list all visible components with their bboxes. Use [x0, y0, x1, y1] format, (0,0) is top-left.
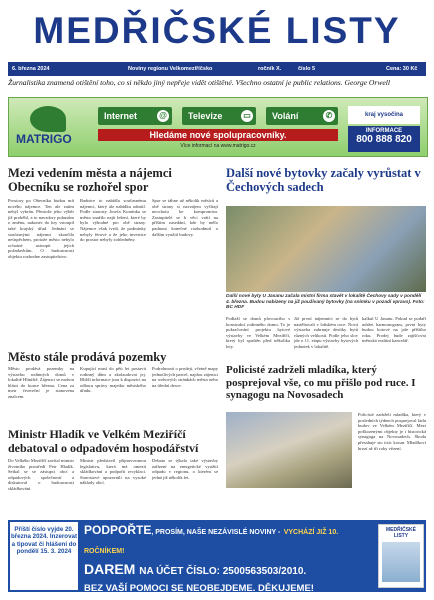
- article-obecnik-col3: Spor se táhne už několik měsíců a obě strany si navzájem vyčítají neochotu ke kompromisu. Zastupitelé se k věci vrátí na příštím zasedání, kde by mělo padnout konečné rozhodnutí o dalším využití budovy.: [152, 198, 218, 237]
- article-obecnik-col1: Prostory po Obecníku budou mít nového nájemce. Ten ale zatím nebyl vybrán. Přestože jeho výběr již proběhl, a to navzdory pokusům o změnu, nakonec do hry vstoupil také krajský úřad. Jednání se současnými nájemci skončila neúspěchem, protože město nebylo ochotné ustoupit jejich požadavkům. O budoucnosti objektu rozhodne zastupitelstvo.: [8, 198, 74, 259]
- article-pozemky-title[interactable]: Město stále prodává pozemky: [8, 350, 167, 364]
- volume: ročník X.: [258, 66, 282, 72]
- issue-date: 6. března 2024: [12, 66, 50, 72]
- tv-icon: ▭: [241, 110, 253, 122]
- photo-caption: Další nové byty U Jasanu začala místní firma stavět v lokalitě Čechovy sady v pondělí 4. března. Budou nabízeny na již používaný bytovky (na snímku v pozadí vpravo). Foto: BC HDF: [226, 294, 425, 311]
- service-tv[interactable]: Televize ▭: [182, 107, 256, 125]
- cover-image: [382, 542, 420, 582]
- article-policie-text: Policisté zadrželi mladíka, který v posledních týdnech posprejoval řadu budov ve Velkém Meziříčí. Mezi poškozenými objekty je i historická synagoga na Novosadech. Škoda přesahuje sto tisíc korun. Mladíkovi hrozí až tři roky vězení.: [358, 412, 426, 451]
- promo-subline[interactable]: Více informací na www.matrigo.cz: [180, 143, 256, 149]
- info-line-box[interactable]: [348, 126, 420, 152]
- article-hladik-title[interactable]: Ministr Hladík ve Velkém Meziříčí debatoval o odpadovém hospodářství: [8, 427, 199, 455]
- globe-icon: @: [157, 110, 169, 122]
- article-bytovky-col3: kalkul U Jasanu. Pokud se podaří udržet harmonogram, první byty budou hotové na jaře příštího roku. Prodej bude zajišťovat městská realitní kancelář.: [362, 316, 426, 344]
- edition-name: Noviny regionu Velkomeziříčsko: [128, 66, 213, 72]
- matrigo-wordmark: MATRIGO: [16, 132, 72, 146]
- issue-cover-thumbnail[interactable]: MEDŘIČSKÉ LISTY: [378, 524, 424, 588]
- article-hladik-col1: Do Velkého Meziříčí zavítal ministr životního prostředí Petr Hladík. Setkal se se zástupci obcí a odpadových společností a diskutoval o budoucnosti skládkování.: [8, 458, 74, 491]
- article-bytovky-col2: Již první nájemníci se do bytů nastěhovali v loňském roce. Nová výstavba zahrnuje desítky bytů různých velikostí. Podle jeho slov jde o 11. etapu výstavby bytových jednotek v lokalitě.: [294, 316, 358, 349]
- masthead: [0, 0, 434, 62]
- article-policie-title[interactable]: Policisté zadrželi mladíka, který posprejoval vše, co mu přišlo pod ruce. I synagogu na Novosadech: [226, 364, 416, 401]
- issue-info-bar: [8, 62, 426, 76]
- article-bytovky-col1: Podlaží se domů plovoucího s konstrukcí rodinného domu. To je pokračování projektu bytové výstavby ve Velkém Meziříčí, který byl spuštěn před několika lety.: [226, 316, 290, 349]
- info-phone: 800 888 820: [356, 134, 412, 145]
- support-text: PODPOŘTE, PROSÍM, NAŠE NEZÁVISLÉ NOVINY - VYCHÁZÍ JIŽ 10. ROČNÍKEM! DAREM NA ÚČET ČÍSLO: 2500563503/2010. BEZ VAŠÍ POMOCI SE NEOBEJDEME. DĚKUJEME!: [84, 522, 374, 590]
- info-label: INFORMACE: [365, 128, 403, 134]
- price: Cena: 30 Kč: [386, 66, 418, 72]
- article-pozemky-col2: Kupující musí do pěti let postavit rodinný dům a zkolaudovat jej. Bližší informace jsou k dispozici na odboru správy majetku městského úřadu.: [80, 366, 146, 394]
- next-issue-box: Příští číslo vyjde 20. března 2024. Inzerovat a tipovat či hlášení do pondělí 15. 3. 2024: [8, 520, 80, 592]
- article-obecnik-col2: Radnice to nabídla současnému nájemci, který ale nabídku odmítl. Podle starosty Josefa Komínka se město snažilo najít řešení, které by bylo výhodné pro obě strany. Nájemce však tvrdí, že podmínky nebyly férové a že jeho investice do prostor nebyly zohledněny.: [80, 198, 146, 243]
- article-pozemky-col1: Město prodává pozemky na výstavbu rodinných domů v lokalitě Hliniště. Zájemci se mohou hlásit do konce března. Cena za metr čtvereční je stanovena znalcem.: [8, 366, 74, 399]
- service-internet[interactable]: Internet @: [98, 107, 172, 125]
- thanks-line: BEZ VAŠÍ POMOCI SE NEOBEJDEME. DĚKUJEME!: [84, 583, 314, 594]
- matrigo-logo: [16, 106, 86, 150]
- support-heading: PODPOŘTE: [84, 523, 152, 537]
- synagogue-photo: [226, 412, 352, 488]
- phone-icon: ✆: [323, 110, 335, 122]
- newspaper-title: MEDŘIČSKÉ LISTY: [33, 10, 401, 51]
- article-pozemky-col3: Podrobnosti o prodeji, včetně mapy jednotlivých parcel, najdou zájemci na webových stránkách města nebo na úřední desce.: [152, 366, 218, 388]
- donate-heading: DAREM: [84, 561, 136, 577]
- article-hladik-col2: Ministr představil připravovanou legislativu, která má omezit skládkování a podpořit recyklaci. Starostové upozornili na vysoké náklady obcí.: [80, 458, 146, 486]
- issue-number: číslo 5: [298, 66, 316, 72]
- promo-headline[interactable]: Hledáme nové spolupracovníky.: [98, 129, 338, 141]
- service-phone[interactable]: Volání ✆: [266, 107, 338, 125]
- construction-photo: [226, 206, 426, 292]
- article-hladik-col3: Debata se týkala také výstavby zařízení na energetické využití odpadu v regionu, o kterém se jedná již několik let.: [152, 458, 218, 480]
- bank-account: NA ÚČET ČÍSLO: 2500563503/2010.: [139, 566, 307, 577]
- article-bytovky-title[interactable]: Další nové bytovky začaly vyrůstat v Čechových sadech: [226, 166, 421, 194]
- bird-icon: [30, 106, 66, 132]
- kraj-vysocina-logo: kraj vysočina: [348, 106, 420, 124]
- article-obecnik-title[interactable]: Mezi vedením města a nájemci Obecníku se rozhořel spor: [8, 166, 172, 194]
- motto-quote: Žurnalistika znamená otištění toho, co si někdo jiný nepřeje vidět otištěné. Všechno ostatní je public relations. George Orwell: [8, 78, 391, 87]
